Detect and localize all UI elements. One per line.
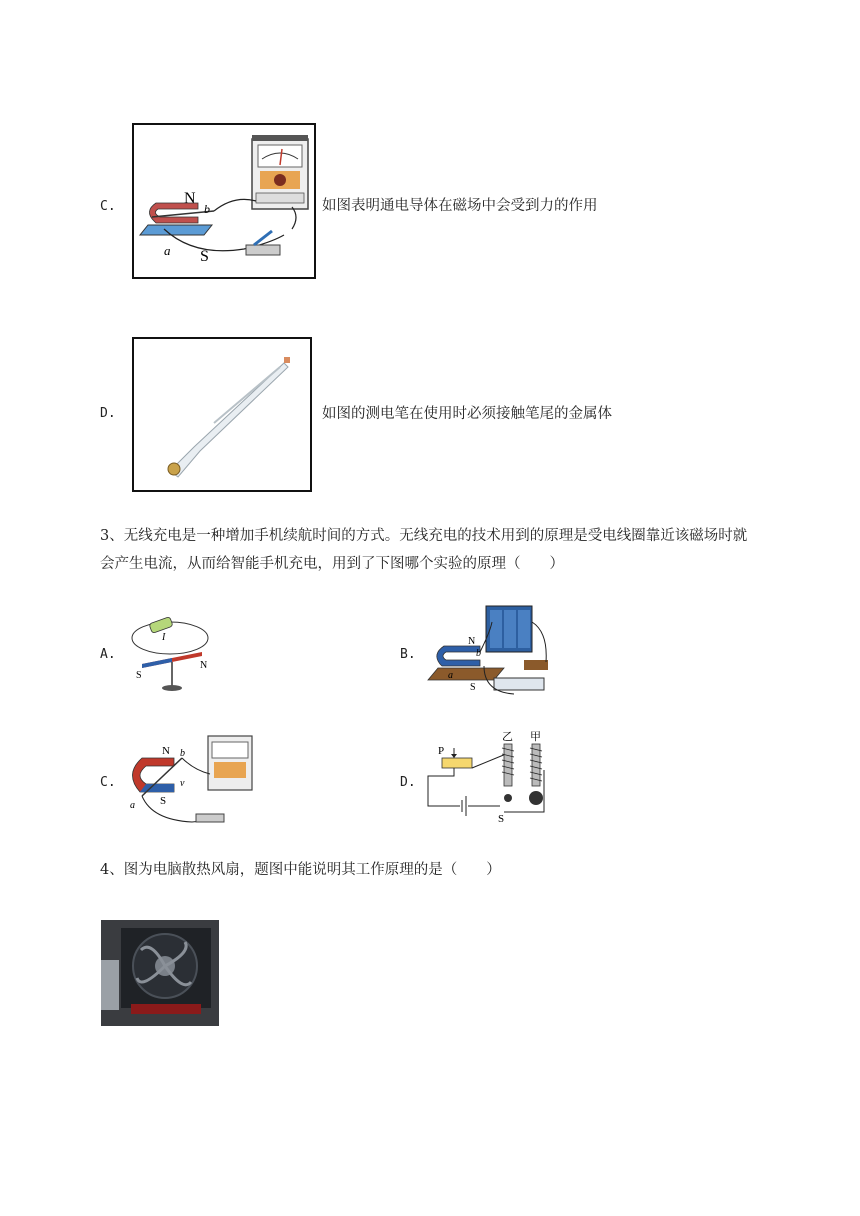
q2-option-c-figure	[132, 123, 316, 279]
q3-option-b-label: B.	[400, 647, 416, 662]
cooling-fan-image	[101, 920, 219, 1026]
q2-option-c-label: C.	[100, 199, 116, 214]
q2-option-d-label: D.	[100, 406, 116, 421]
q3-b-fig-b: b	[476, 648, 481, 659]
q3-stem-line-1: 3、无线充电是一种增加手机续航时间的方式。无线充电的技术用到的原理是受电线圈靠近该磁场时就	[100, 528, 748, 544]
q3-option-a-label: A.	[100, 647, 116, 662]
q3-d-fig-jia: 甲	[530, 731, 541, 743]
q3-c-fig-n: N	[162, 745, 170, 757]
q4-cooling-fan-photo	[101, 920, 219, 1026]
q2-c-fig-s: S	[200, 248, 209, 265]
q3-a-fig-s: S	[136, 670, 142, 681]
q2-c-fig-b: b	[204, 202, 210, 216]
q3-c-fig-a: a	[130, 800, 135, 811]
q3-option-c-label: C.	[100, 775, 116, 790]
q2-option-d-figure	[132, 337, 312, 492]
q3-b-fig-s: S	[470, 682, 476, 693]
q3-b-fig-n: N	[468, 636, 476, 647]
q2-c-fig-a: a	[164, 243, 171, 258]
galvanometer-circuit-diagram	[134, 125, 314, 277]
q3-a-fig-i: I	[162, 632, 166, 643]
q3-option-a-figure	[122, 606, 212, 696]
q3-option-d-label: D.	[400, 775, 416, 790]
q3-d-fig-p: P	[438, 745, 445, 757]
q3-c-fig-v: v	[180, 778, 185, 789]
q3-option-d-figure	[424, 730, 564, 830]
test-pen-image	[134, 339, 310, 490]
q3-d-fig-s: S	[498, 813, 505, 825]
q3-c-fig-b: b	[180, 748, 185, 759]
q3-option-c-figure	[122, 734, 262, 830]
q3-a-fig-n: N	[200, 660, 208, 671]
q2-c-fig-n: N	[184, 190, 196, 207]
q3-stem-line-2: 会产生电流，从而给智能手机充电，用到了下图哪个实验的原理（ ）	[100, 556, 564, 572]
q2-option-d-statement: 如图的测电笔在使用时必须接触笔尾的金属体	[322, 406, 612, 422]
q4-stem: 4、图为电脑散热风扇，题图中能说明其工作原理的是（ ）	[100, 862, 501, 878]
q3-b-fig-a: a	[448, 670, 453, 681]
q3-d-fig-yi: 乙	[502, 731, 513, 743]
q3-option-b-figure	[424, 602, 564, 700]
q2-option-c-statement: 如图表明通电导体在磁场中会受到力的作用	[322, 198, 598, 214]
q3-c-fig-s: S	[160, 795, 167, 807]
